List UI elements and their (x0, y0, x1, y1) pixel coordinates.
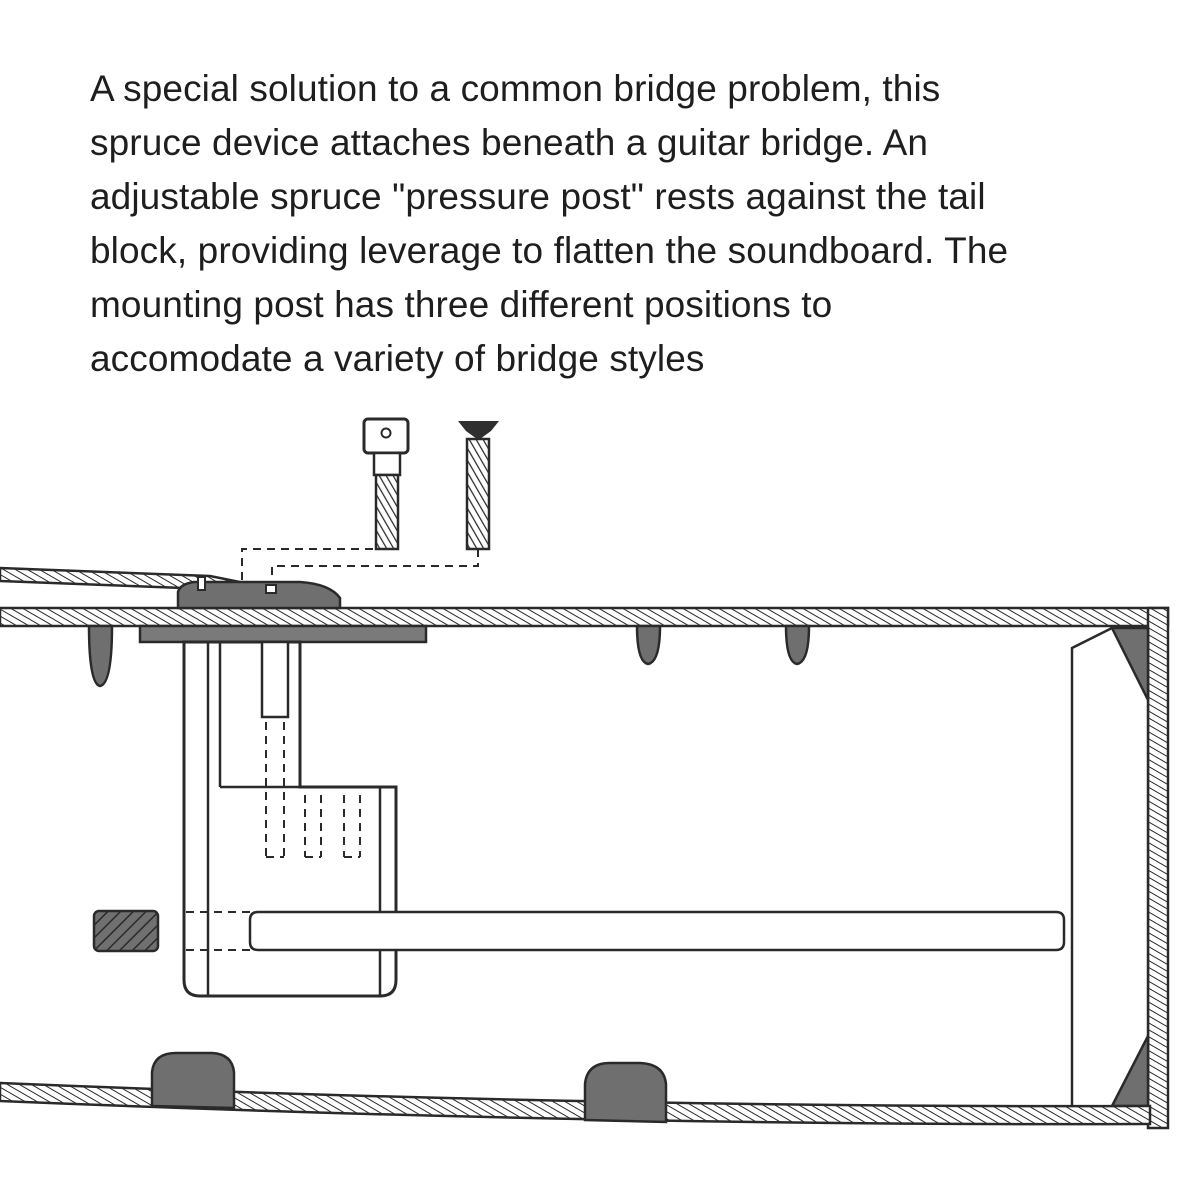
pressure-post (250, 912, 1064, 950)
mounting-bolt (364, 419, 408, 549)
back-brace-2 (585, 1063, 666, 1122)
bridge-plate (140, 626, 426, 642)
top-brace-1 (89, 626, 112, 686)
guitar-side (1148, 608, 1168, 1128)
top-brace-2 (637, 626, 660, 664)
description-caption: A special solution to a common bridge problem, this spruce device attaches beneath a guitar bridge. An adjustable spruce "pressure post" rests against the tail block, providing leverage to flatten the soundboard. The mounting post has three different positions to accomodate a variety of bridge styles (90, 68, 1009, 379)
brace-cross-section (94, 911, 158, 951)
bridge-pin (198, 577, 205, 590)
back-brace-1 (152, 1053, 234, 1108)
bridge-screw-hole (266, 585, 276, 593)
wood-screw (458, 421, 499, 549)
bolt-leader-line (242, 549, 387, 580)
tail-block (1072, 628, 1148, 1112)
screw-leader-line (272, 549, 478, 586)
top-brace-3 (786, 626, 809, 664)
soundboard (0, 608, 1168, 626)
mounting-post-slot (262, 642, 288, 717)
